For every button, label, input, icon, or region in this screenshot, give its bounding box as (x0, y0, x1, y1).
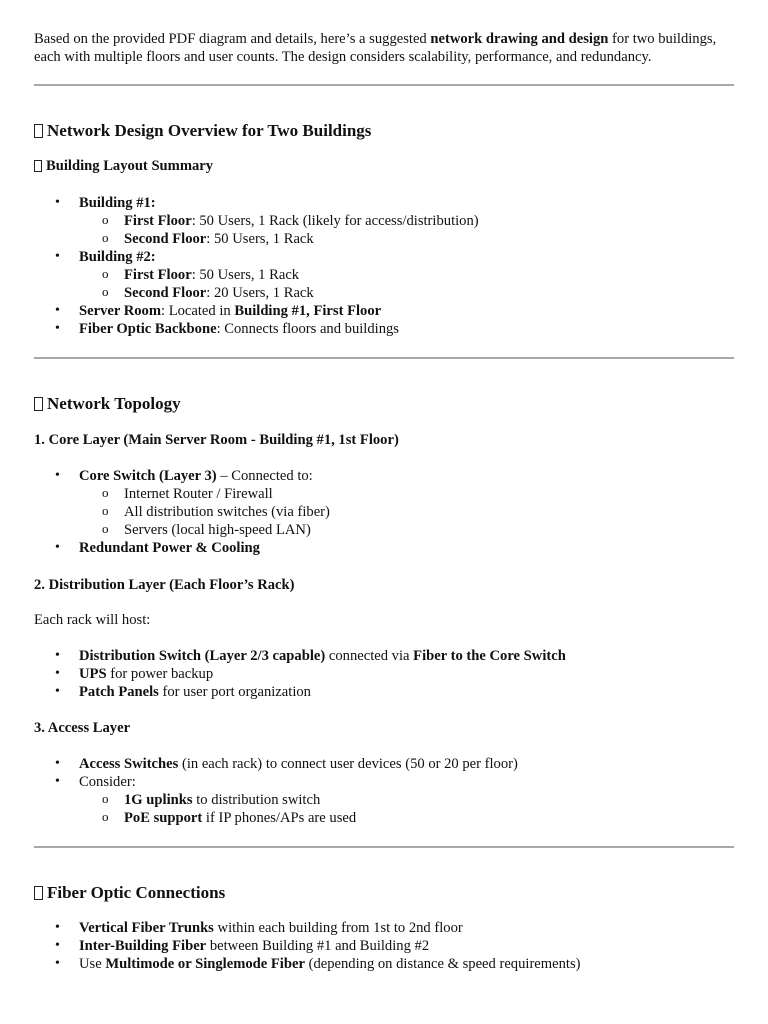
list-item (79, 212, 734, 230)
vertical-trunks-label: Vertical Fiber Trunks (79, 920, 214, 936)
access-layer-heading: 3. Access Layer (34, 720, 131, 736)
patch-panels-text: for user port organization (158, 684, 311, 700)
floor-text: : 20 Users, 1 Rack (206, 285, 314, 301)
fiber-type-label: Multimode or Singlemode Fiber (105, 956, 305, 972)
list-item (34, 248, 734, 302)
floor-text: : 50 Users, 1 Rack (206, 231, 314, 247)
floor-label: Second Floor (124, 231, 207, 247)
list-item (34, 467, 734, 539)
list-item (79, 266, 734, 284)
uplinks-label: 1G uplinks (124, 792, 193, 808)
divider (34, 84, 734, 86)
list-item (79, 284, 734, 302)
core-layer-heading: 1. Core Layer (Main Server Room - Building #1, 1st Floor) (34, 432, 399, 448)
missing-glyph-icon (34, 886, 43, 900)
access-considerations (79, 791, 734, 827)
fiber-backbone-label: Fiber Optic Backbone (79, 321, 217, 337)
list-item (34, 647, 734, 665)
core-connections (79, 485, 734, 539)
divider (34, 357, 734, 359)
list-item (34, 320, 734, 338)
inter-building-text: between Building #1 and Building #2 (206, 938, 430, 954)
list-item (34, 755, 734, 773)
distribution-switch-label: Distribution Switch (Layer 2/3 capable) (79, 648, 326, 664)
topology-heading (34, 393, 734, 415)
fiber-heading-text: Fiber Optic Connections (47, 883, 226, 902)
fiber-backbone-text: : Connects floors and buildings (216, 321, 399, 337)
access-list (34, 755, 734, 827)
missing-glyph-icon (34, 397, 43, 411)
missing-glyph-icon (34, 160, 42, 172)
list-item (34, 955, 734, 973)
list-item (79, 791, 734, 809)
building-1-label: Building #1: (79, 195, 156, 211)
patch-panels-label: Patch Panels (79, 684, 159, 700)
layout-summary-heading (34, 157, 734, 175)
building-1-floors (79, 212, 734, 248)
core-layer-list (34, 467, 734, 557)
floor-label: Second Floor (124, 285, 207, 301)
building-list (34, 194, 734, 338)
layout-summary-heading-text: Building Layout Summary (46, 158, 214, 174)
poe-label: PoE support (124, 810, 203, 826)
missing-glyph-icon (34, 124, 43, 138)
redundant-power-label: Redundant Power & Cooling (79, 540, 260, 556)
intro-text-end: for two buildings, each with multiple floors and user counts. The design considers scalability, performance, and redundancy. (34, 31, 717, 65)
list-item (34, 302, 734, 320)
overview-heading-text: Network Design Overview for Two Buildings (47, 121, 372, 140)
building-2-floors (79, 266, 734, 302)
divider (34, 846, 734, 848)
access-switches-label: Access Switches (79, 756, 179, 772)
list-item (34, 919, 734, 937)
list-item: o All distribution switches (via fiber) (79, 503, 734, 521)
list-item (34, 937, 734, 955)
list-item (34, 539, 734, 557)
core-switch-label: Core Switch (Layer 3) (79, 468, 217, 484)
distribution-list (34, 647, 734, 701)
overview-heading (34, 120, 734, 142)
vertical-trunks-text: within each building from 1st to 2nd floor (213, 920, 463, 936)
ups-label: UPS (79, 666, 107, 682)
ups-text: for power backup (106, 666, 214, 682)
server-room-label: Server Room (79, 303, 161, 319)
floor-text: : 50 Users, 1 Rack (191, 267, 300, 283)
list-item (79, 809, 734, 827)
list-item (34, 683, 734, 701)
fiber-type-text: (depending on distance & speed requirements) (304, 956, 581, 972)
floor-text: : 50 Users, 1 Rack (likely for access/distribution) (191, 213, 479, 229)
distribution-intro: Each rack will host: (34, 612, 151, 628)
list-item (79, 230, 734, 248)
uplinks-text: to distribution switch (192, 792, 321, 808)
distribution-switch-text: connected via (325, 648, 414, 664)
intro-paragraph (34, 30, 734, 66)
list-item: o Internet Router / Firewall (79, 485, 734, 503)
server-room-text: : Located in (161, 303, 235, 319)
access-switches-text: (in each rack) to connect user devices (50 or 20 per floor) (178, 756, 518, 772)
distribution-switch-link: Fiber to the Core Switch (413, 648, 566, 664)
consider-text: Consider: (79, 774, 136, 790)
list-item (34, 194, 734, 248)
floor-label: First Floor (124, 267, 192, 283)
poe-text: if IP phones/APs are used (202, 810, 357, 826)
list-item: o Servers (local high-speed LAN) (79, 521, 734, 539)
core-switch-text: – Connected to: (216, 468, 313, 484)
distribution-layer-heading: 2. Distribution Layer (Each Floor’s Rack) (34, 577, 295, 593)
floor-label: First Floor (124, 213, 192, 229)
topology-heading-text: Network Topology (47, 394, 181, 413)
document-page (34, 30, 734, 973)
fiber-heading (34, 882, 734, 904)
inter-building-label: Inter-Building Fiber (79, 938, 207, 954)
list-item (34, 665, 734, 683)
building-2-label: Building #2: (79, 249, 156, 265)
server-room-location: Building #1, First Floor (234, 303, 382, 319)
intro-text: Based on the provided PDF diagram and details, here’s a suggested (34, 31, 431, 47)
list-item (34, 773, 734, 827)
fiber-list (34, 919, 734, 973)
intro-bold-text: network drawing and design (430, 31, 609, 47)
fiber-type-prefix: Use (79, 956, 106, 972)
